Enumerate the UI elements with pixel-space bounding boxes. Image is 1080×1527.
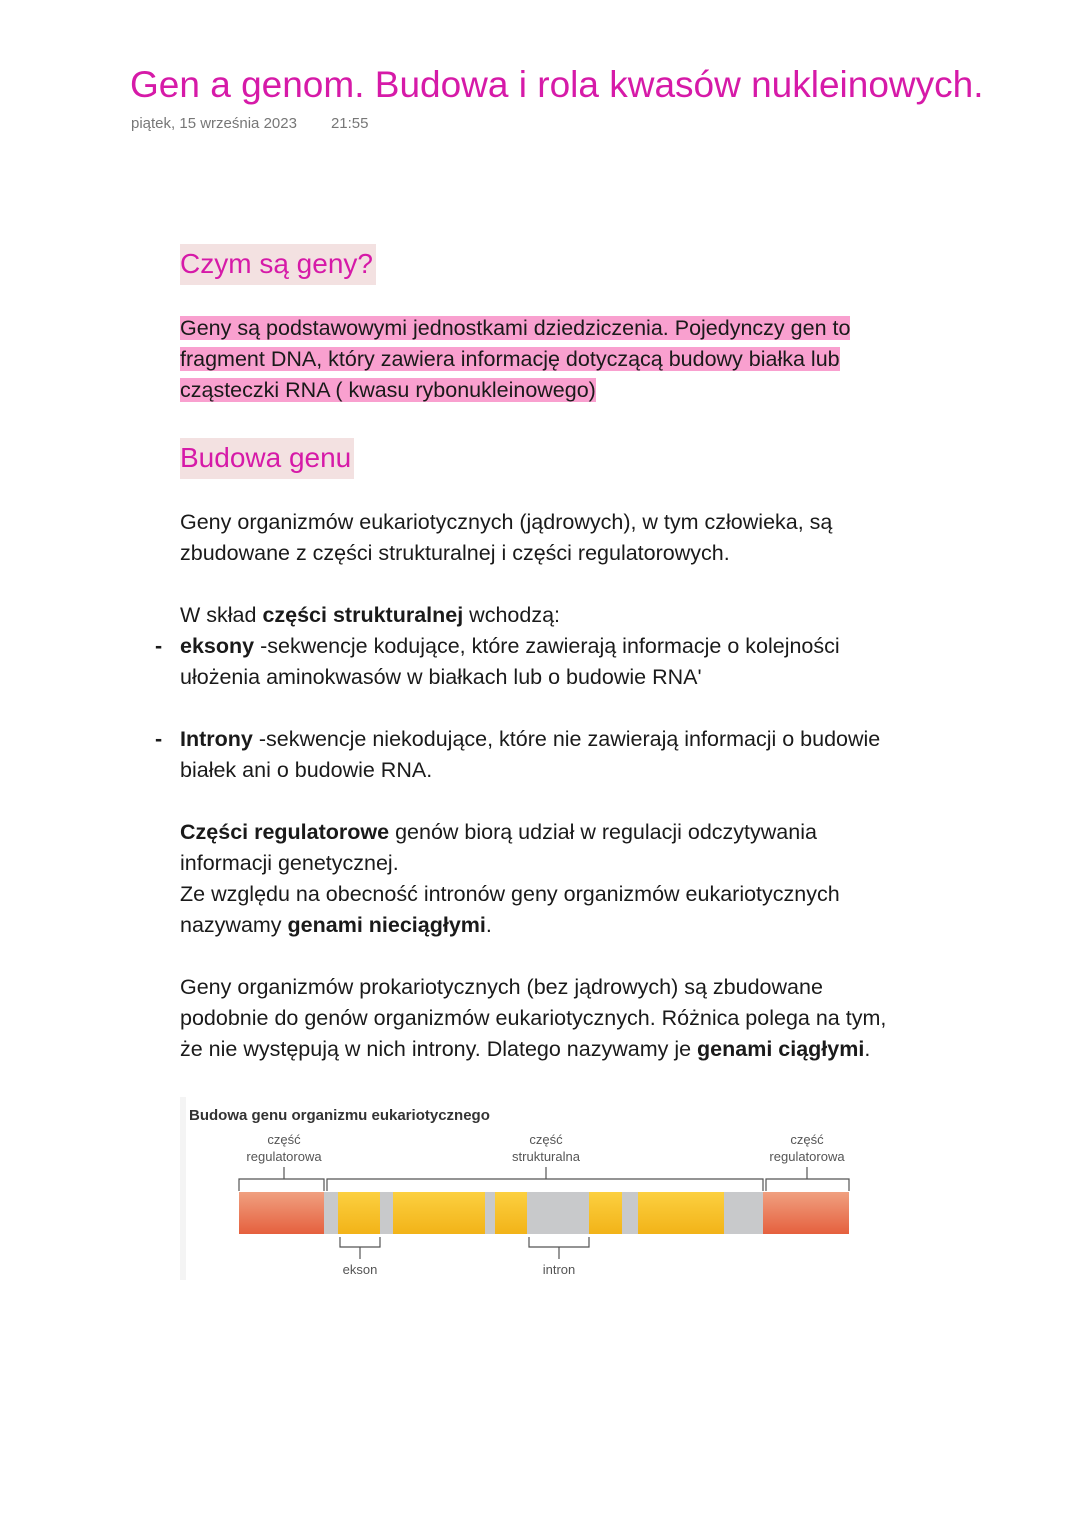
label-regulatory-right: regulatorowa [769, 1149, 845, 1164]
diagram-title: Budowa genu organizmu eukariotycznego [189, 1107, 490, 1124]
intron-line: Ze względu na obecność intronów geny organizmów eukariotycznych [180, 882, 840, 906]
prok-line: podobnie do genów organizmów eukariotycznych. Różnica polega na tym, [180, 1006, 887, 1030]
label-regulatory-left: regulatorowa [246, 1149, 322, 1164]
label-ekson: ekson [342, 1262, 378, 1277]
regulatory-cont: informacji genetycznej. [180, 851, 399, 875]
label-regulatory-right: część [790, 1132, 824, 1147]
definition-paragraph [180, 313, 980, 406]
intro-line: zbudowane z części strukturalnej i części regulatorowych. [180, 541, 730, 565]
heading-czym-sa-geny: Czym są geny? [180, 244, 376, 285]
gene-bar [239, 1192, 849, 1234]
prok-line: Geny organizmów prokariotycznych (bez jądrowych) są zbudowane [180, 975, 823, 999]
exon-segment [589, 1192, 622, 1234]
budowa-content [155, 507, 980, 1065]
regulatory-segment [763, 1192, 849, 1234]
sklad-line: W skład części strukturalnej wchodzą: [180, 603, 561, 627]
regulatory-line: Części regulatorowe genów biorą udział w regulacji odczytywania [180, 820, 817, 844]
label-structural: strukturalna [512, 1149, 580, 1164]
exon-segment [338, 1192, 380, 1234]
label-regulatory-left: część [267, 1132, 301, 1147]
label-structural: część [529, 1132, 563, 1147]
exon-segment [495, 1192, 527, 1234]
label-intron: intron [542, 1262, 576, 1277]
page-date: piątek, 15 września 2023 [131, 115, 297, 132]
page-title: Gen a genom. Budowa i rola kwasów nukleinowych. [130, 64, 984, 105]
gene-structure-diagram [180, 1097, 860, 1280]
definition-line: Geny są podstawowymi jednostkami dziedziczenia. Pojedynczy gen to [180, 316, 851, 340]
bullet-eksony-cont: ułożenia aminokwasów w białkach lub o budowie RNA' [180, 665, 702, 689]
definition-line: cząsteczki RNA ( kwasu rybonukleinowego) [180, 378, 596, 402]
discontinuous-line: nazywamy genami nieciągłymi. [180, 913, 492, 937]
exon-segment [638, 1192, 724, 1234]
bullet-introny-cont: białek ani o budowie RNA. [180, 758, 433, 782]
intro-line: Geny organizmów eukariotycznych (jądrowych), w tym człowieka, są [180, 510, 833, 534]
bullet-introny: - Introny -sekwencje niekodujące, które nie zawierają informacji o budowie [155, 727, 881, 751]
definition-line: fragment DNA, który zawiera informację dotyczącą budowy białka lub [180, 347, 840, 371]
page-time: 21:55 [330, 115, 369, 132]
page-meta [131, 115, 402, 132]
bullet-eksony: - eksony -sekwencje kodujące, które zawierają informacje o kolejności [155, 634, 840, 658]
regulatory-segment [239, 1192, 324, 1234]
heading-budowa-genu: Budowa genu [180, 438, 354, 479]
prok-line: że nie występują w nich introny. Dlatego nazywamy je genami ciągłymi. [180, 1037, 871, 1061]
exon-segment [393, 1192, 485, 1234]
